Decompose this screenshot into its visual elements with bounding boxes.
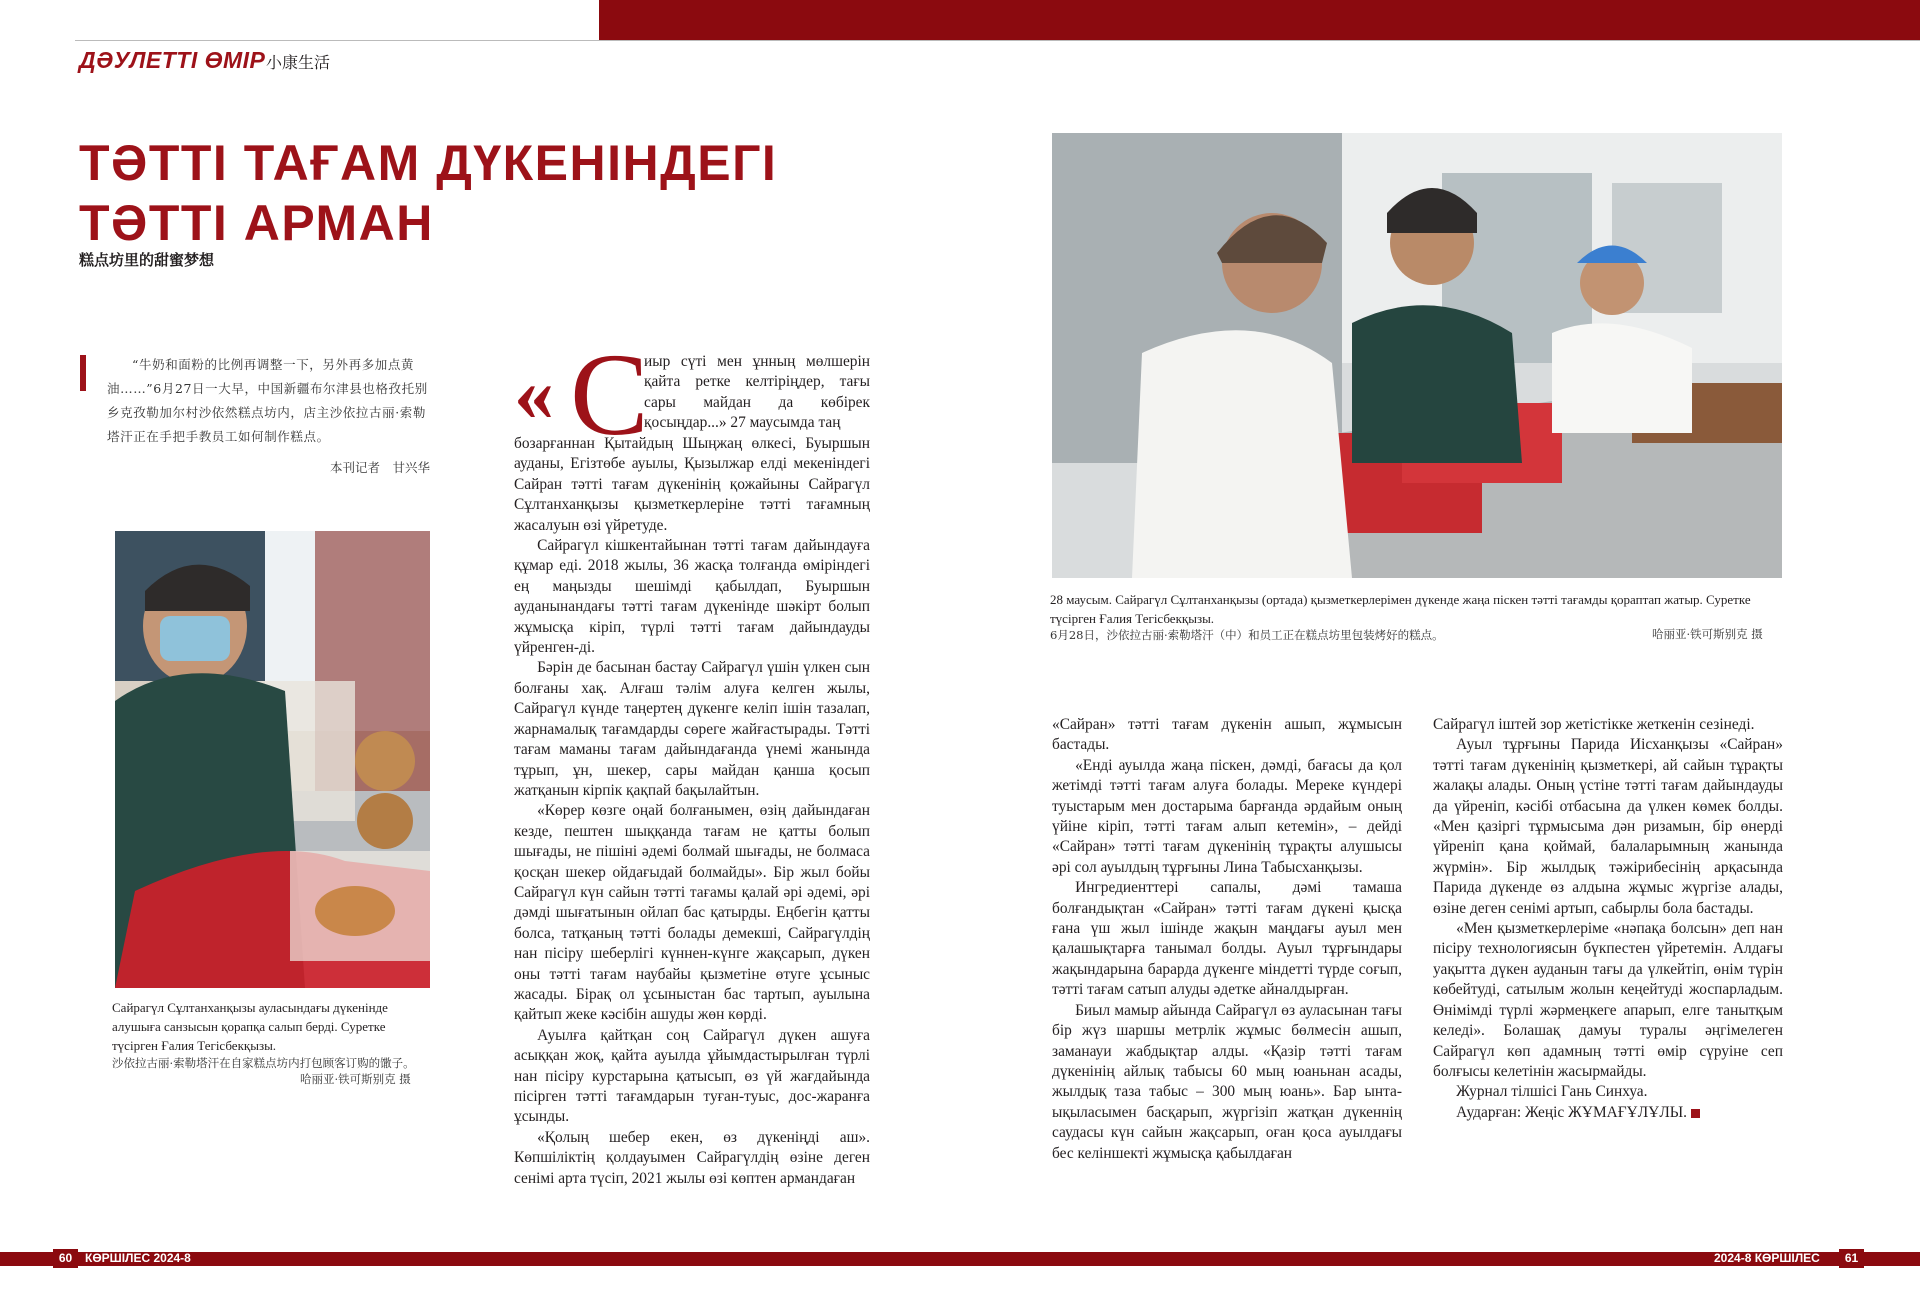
end-mark [1691, 1109, 1700, 1118]
page-number-left: 60 [53, 1249, 78, 1268]
paragraph: Сайрагүл кішкентайынан тәтті тағам дайындауға құмар еді. 2018 жылы, 36 жасқа толғанда өміріндегі ең маңызды шешімді қабылдап, Буыршын ауданынандағы тәтті тағам дүкенінде шәкірт болып жұмысқа кіріп, түрлі тәтті тағам дайындауды үйренген-ді. [514, 537, 870, 657]
drop-quote-mark: « [514, 350, 554, 438]
paragraph: Бәрін де басынан бастау Сайрагүл үшін үлкен сын болғаны хақ. Алғаш тәлім алуға келген жылы, Сайрагүл күнде таңертең дүкенге келіп ішін тазалап, жарнамалық тағамдарды сөреге жайғастырады. Тәтті тағам маманы тағам дайындағанда үнемі жанында тұрып, ұн, шекер, сары майдан қанша қосып жатқанын кірпік қақпай бақылайтын. [514, 659, 870, 799]
page-number-right: 61 [1839, 1249, 1864, 1268]
paragraph: «Қолың шебер екен, өз дүкеніңді аш». Көпшіліктің қолдауымен Сайрагүлдің өзіне деген сенімі арта түсіп, 2021 жылы өзі көптен армандаған [514, 1128, 870, 1187]
photo-right-caption-cn: 6月28日，沙依拉古丽·索勒塔汗（中）和员工正在糕点坊里包装烤好的糕点。 [1050, 628, 1444, 642]
paragraph: Ингредиенттері сапалы, дәмі тамаша болғандықтан «Сайран» тәтті тағам дүкені қысқа ғана үш жыл ішінде жақын маңдағы ауыл мен қалашықтарға танымал болды. Ауыл тұрғындары жақындарына барарда дүкенге міндетті түрде соғып, тәтті тағам сатып алуды әдетке айналдырған. [1052, 879, 1402, 999]
paragraph: Сайрагүл іштей зор жетістікке жеткенін сезінеді. [1433, 716, 1755, 733]
lead-paragraph-cn: “牛奶和面粉的比例再调整一下，另外再多加点黄油……”6月27日一大早，中国新疆布尔津县也格孜托别乡克孜勒加尔村沙依然糕点坊内，店主沙依拉古丽·索勒塔汗正在手把手教员工如何制作糕点。 [107, 357, 428, 444]
section-title: ДӘУЛЕТТІ ӨМІР [79, 47, 266, 73]
column-1 [514, 434, 870, 1189]
top-red-bar [599, 0, 1920, 40]
footer-magazine-left: КӨРШІЛЕС 2024-8 [85, 1251, 191, 1265]
section-title-cn: 小康生活 [266, 53, 331, 72]
top-rule [75, 40, 1920, 41]
paragraph: «Сайран» тәтті тағам дүкенін ашып, жұмысын бастады. [1052, 716, 1402, 754]
photo-right-credit: 哈丽亚·铁可斯别克 摄 [1652, 627, 1763, 641]
footer-bar [0, 1252, 1920, 1266]
photo-left-credit: 哈丽亚·铁可斯别克 摄 [300, 1072, 411, 1086]
paragraph: «Мен қызметкерлеріме «нәпақа болсын» деп нан пісіру технологиясын бүкпестен үйретемін. Алдағы уақытта дүкен ауданын тағы да үлкейтіп, өнім түрін көбейтуді, сатылым жолын кеңейтуді жоспарладым. Өнімімді түрлі жәрмеңкеге апарып, елге танытқым келеді». Болашақ дамуы туралы әңгімелеген Сайрагүл көп адамның тәтті өмір сүруіне сеп болғысы келетінін жасырмайды. [1433, 920, 1783, 1080]
paragraph: Ауылға қайтқан соң Сайрагүл дүкен ашуға асыққан жоқ, қайта ауылда ұйымдастырылған түрлі нан пісіру курстарына қатысып, өз үй жағдайында пісірген тәтті тағамдарын туған-туыс, дос-жаранға ұсынды. [514, 1026, 870, 1126]
column-3 [1433, 715, 1783, 1123]
translator-credit: Аударған: Жеңіс ЖҰМАҒҰЛҰЛЫ. [1456, 1103, 1688, 1121]
photo-right-caption: 28 маусым. Сайрагүл Сұлтанханқызы (ортада) қызметкерлерімен дүкенде жаңа піскен тәтті тағамды қораптап жатыр. Суретке түсірген Ғалия Тегісбекқызы. [1050, 592, 1751, 626]
drop-cap: С [570, 329, 649, 460]
photo-left-caption-cn: 沙依拉古丽·索勒塔汗在自家糕点坊内打包顾客订购的馓子。 [112, 1056, 415, 1070]
paragraph: бозарғаннан Қытайдың Шыңжаң өлкесі, Буыршын ауданы, Егізтөбе ауылы, Қызылжар елді мекеніндегі Сайран тәтті тағам дүкенінің қожайыны Сайрагүл Сұлтанханқызы қызметкерлеріне тәтті тағамның жасалуын өзі үйретуде. [514, 435, 870, 534]
photo-left [115, 531, 430, 988]
article-title: ТӘТТІ ТАҒАМ ДҮКЕНІНДЕГІ ТӘТТІ АРМАН [79, 135, 778, 251]
paragraph: Журнал тілшісі Гань Синхуа. [1456, 1083, 1648, 1101]
paragraph-last [1433, 1103, 1783, 1123]
photo-right [1052, 133, 1782, 578]
paragraph: «Көрер көзге оңай болғанымен, өзің дайындаған кезде, пештен шыққанда тағам не қатты болып шығады, не пішіні әдемі болмай шығады, не болмаса қосқан шекер ойдағыдай болмайды». Бір жыл бойы Сайрагүл күн сайын тәтті тағамы қалай әрі әдемі, әрі дәмді шығатынын ойлап бас қатырды. Еңбегін қатты болса, татқаның тәтті болады демекші, Сайрагүлдің нан пісіру шеберлігі күннен-күнге жақсарып, дүкен оны тәтті тағам наубайы қызметіне өтуге ұсыныс жасады. Бірақ ол ұсыныстан бас тартып, ауылына қайтып жеке кәсібін ашуды жөн көрді. [514, 802, 870, 1024]
column-2 [1052, 715, 1402, 1164]
opening-lines: иыр сүті мен ұнның мөлшерін қайта ретке келтіріңдер, тағы сары майдан да көбірек қосыңдар...» 27 маусымда таң [644, 353, 870, 432]
paragraph: Биыл мамыр айында Сайрагүл өз ауласынан тағы бір жүз шаршы метрлік жұмыс бөлмесін ашып, заманауи жабдықтар алды. «Қазір тәтті тағам дүкенінің айлық табысы 60 мың юаньнан асады, жылдық таза табыс – 300 мың юань». Бар ынта-ықыласымен басқарып, жүргізіп жатқан дүкеннің саудасы күн сайын жақсарып, оған қоса ауылдағы бес келіншекті жұмысқа қабылдаған [1052, 1001, 1402, 1162]
article-subtitle-cn: 糕点坊里的甜蜜梦想 [79, 251, 215, 269]
footer-magazine-right: 2024-8 КӨРШІЛЕС [1714, 1251, 1820, 1265]
paragraph: Ауыл тұрғыны Парида Иісханқызы «Сайран» тәтті тағам дүкенінің қызметкері, ай сайын тұрақты жалақы алады. Оның үстіне тәтті тағам дайындауды да үйреніп, кәсібі отбасына да үлкен көмек болды. «Мен қазіргі тұрмысыма дән ризамын, бір өнерді үйреніп қана қоймай, балаларымның жанында жүрмін». Бір жылдық тәжірибесінің арқасында Парида дүкенде өз алдына жұмыс жүргізе алады, өзіне деген сенімі артып, сабырлы бола бастады. [1433, 736, 1783, 917]
lead-marker [80, 355, 86, 391]
paragraph: «Енді ауылда жаңа піскен, дәмді, бағасы да қол жетімді тәтті тағам алуға болады. Мереке күндері туыстарым мен достарыма барғанда әрдайым оның үйіне кіріп, тәтті тағам алып кетемін», – дейді «Сайран» тәтті тағам дүкенінің тұрақты алушысы әрі сол ауылдың тұрғыны Лина Табысханқызы. [1052, 756, 1402, 876]
photo-left-caption: Сайрагүл Сұлтанханқызы ауласындағы дүкенінде алушыға санзысын қорапқа салып берді. Суретке түсірген Ғалия Тегісбекқызы. [112, 1000, 388, 1053]
byline-cn: 本刊记者 甘兴华 [329, 460, 430, 475]
